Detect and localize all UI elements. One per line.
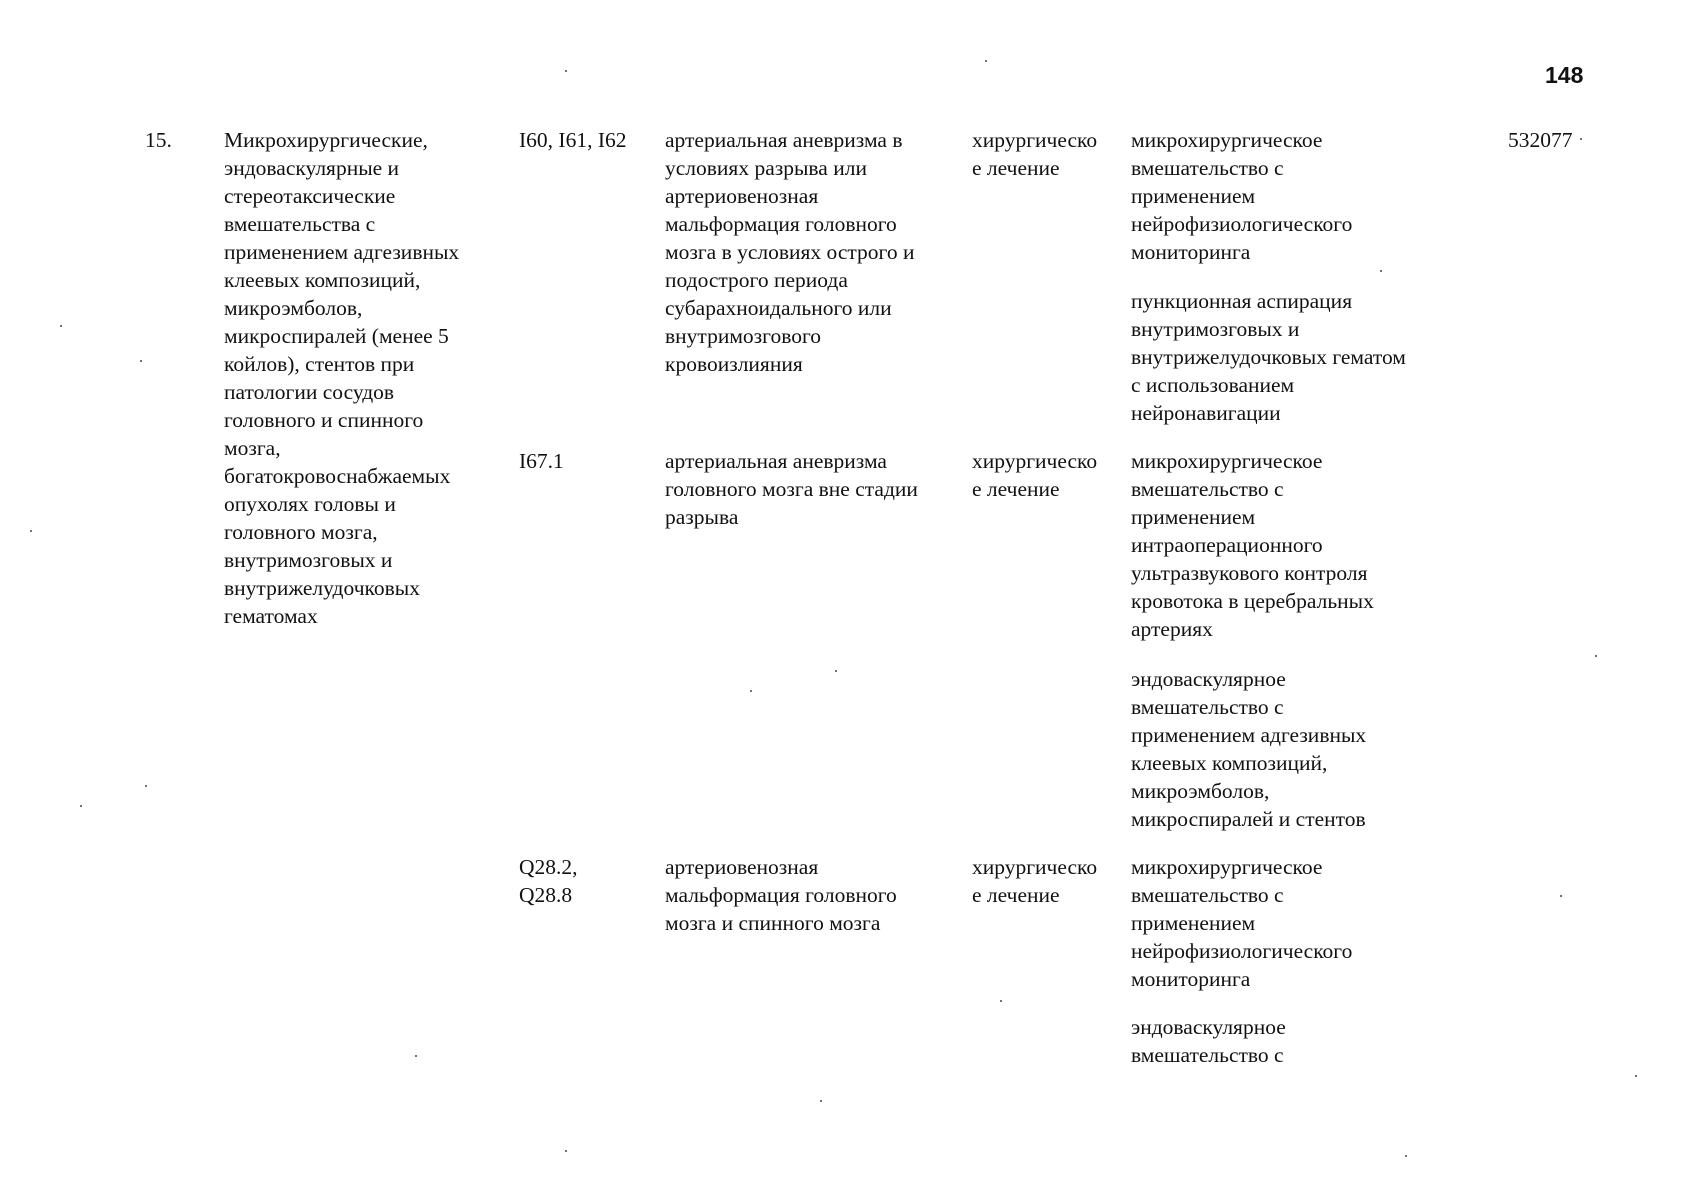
scan-speck — [1380, 270, 1382, 272]
treatment-method: микрохирургическое вмешательство с применением нейрофизиологического мониторинга — [1131, 855, 1353, 991]
icd-codes: I67.1 — [519, 449, 564, 473]
treatment-method: микрохирургическое вмешательство с применением интраоперационного ультразвукового контроля кровотока в церебральных артериях — [1131, 449, 1374, 641]
scan-speck — [140, 360, 142, 362]
treatment-method: эндоваскулярное вмешательство с применением адгезивных клеевых композиций, микроэмболов, микроспиралей и стентов — [1131, 667, 1367, 831]
page-number: 148 — [1545, 62, 1584, 88]
scan-speck — [1595, 655, 1597, 657]
procedure-group-name: Микрохирургические, эндоваскулярные и стереотаксические вмешательства с применением адгезивных клеевых композиций, микроэмболов, микроспиралей (менее 5 койлов), стентов при патологии сосудов головного и спинного мозга, богатокровоснабжаемых опухолях головы и головного мозга, внутримозговых и внутрижелудочковых гематомах — [224, 128, 460, 628]
icd-codes: Q28.2, Q28.8 — [519, 855, 578, 907]
scan-speck — [1000, 1000, 1002, 1002]
treatment-method: пункционная аспирация внутримозговых и внутрижелудочковых гематом с использованием нейронавигации — [1131, 289, 1406, 425]
patient-model: артериальная аневризма головного мозга вне стадии разрыва — [665, 449, 918, 529]
scan-speck — [80, 805, 82, 807]
treatment-type: хирургическо е лечение — [972, 449, 1098, 501]
scan-speck — [415, 1055, 417, 1057]
scan-speck — [835, 670, 837, 672]
treatment-method: микрохирургическое вмешательство с применением нейрофизиологического мониторинга — [1131, 128, 1353, 264]
scan-speck — [1635, 1075, 1637, 1077]
scan-speck — [1560, 895, 1562, 897]
cost-value: 532077 — [1508, 128, 1573, 152]
scan-speck — [1580, 138, 1582, 140]
treatment-type: хирургическо е лечение — [972, 128, 1098, 180]
scan-speck — [565, 1150, 567, 1152]
scan-speck — [820, 1100, 822, 1102]
treatment-type: хирургическо е лечение — [972, 855, 1098, 907]
scan-speck — [30, 530, 32, 532]
scan-speck — [1405, 1155, 1407, 1157]
scan-speck — [750, 690, 752, 692]
scan-speck — [985, 60, 987, 62]
scan-speck — [60, 325, 62, 327]
icd-codes: I60, I61, I62 — [519, 128, 627, 152]
patient-model: артериовенозная мальформация головного мозга и спинного мозга — [665, 855, 897, 935]
patient-model: артериальная аневризма в условиях разрыва или артериовенозная мальформация головного мозга в условиях острого и подострого периода субарахноидального или внутримозгового кровоизлияния — [665, 128, 915, 376]
scan-speck — [145, 785, 147, 787]
scan-speck — [565, 70, 567, 72]
treatment-method: эндоваскулярное вмешательство с — [1131, 1015, 1286, 1067]
row-number: 15. — [145, 128, 172, 152]
